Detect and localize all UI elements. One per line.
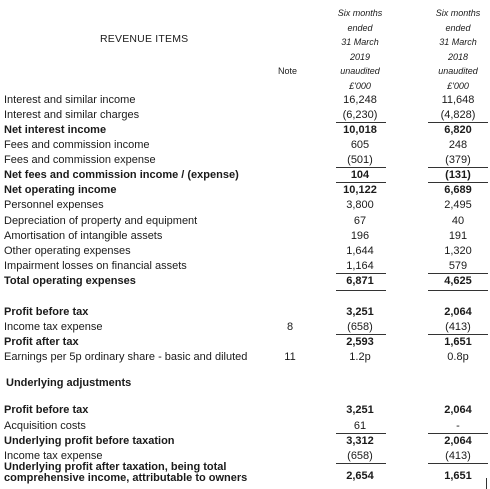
value-2018: 2,495: [444, 199, 472, 211]
row-label: Personnel expenses: [4, 199, 104, 211]
value-2018: 1,651: [444, 470, 472, 482]
value-2019: (6,230): [342, 109, 378, 121]
value-2019: 67: [353, 215, 367, 227]
value-2019: (501): [347, 154, 373, 166]
row-label: Profit before tax: [4, 306, 89, 318]
col1-line: £'000: [349, 80, 371, 91]
col2-line: Six months: [435, 8, 481, 18]
col2-line: ended: [445, 22, 471, 33]
value-2019: 10,018: [343, 124, 377, 136]
col2-line: 2018: [447, 51, 469, 62]
row-label: Acquisition costs: [4, 420, 86, 432]
value-2018: 579: [448, 260, 468, 272]
value-2019: 1.2p: [349, 351, 371, 363]
value-2018: 248: [448, 139, 468, 151]
value-2019: 2,654: [346, 470, 374, 482]
total-rule: [428, 290, 488, 291]
value-2019: 196: [350, 230, 370, 242]
subtotal-rule: [428, 463, 488, 464]
value-2019: 6,871: [346, 275, 374, 287]
row-label: Fees and commission expense: [4, 154, 156, 166]
value-2018: (379): [445, 154, 471, 166]
value-2018: (4,828): [440, 109, 476, 121]
col2-line: 31 March: [439, 37, 477, 48]
value-2019: 3,312: [346, 435, 374, 447]
row-label-line: Underlying profit after taxation, being total: [4, 461, 227, 473]
value-2019: (658): [347, 321, 373, 333]
total-rule: [336, 290, 386, 291]
column-header-2019: [336, 6, 384, 94]
row-label: Profit before tax: [4, 404, 89, 416]
value-2018: 191: [448, 230, 468, 242]
value-2018: 2,064: [444, 435, 472, 447]
value-2018: 11,648: [441, 94, 475, 106]
row-label: Other operating expenses: [4, 245, 131, 257]
note-column-header: Note: [278, 66, 298, 76]
value-2019: 1,164: [346, 260, 374, 272]
row-label: Earnings per 5p ordinary share - basic and diluted: [4, 351, 248, 363]
col1-line: ended: [347, 22, 373, 33]
value-2019: 16,248: [343, 94, 377, 106]
row-label: Fees and commission income: [4, 139, 150, 151]
value-2018: 6,689: [444, 184, 472, 196]
value-2018: 6,820: [444, 124, 472, 136]
row-label: Net operating income: [4, 184, 117, 196]
row-label: Total operating expenses: [4, 275, 136, 287]
row-label: Amortisation of intangible assets: [4, 230, 163, 242]
value-2019: 605: [350, 139, 370, 151]
row-label: Income tax expense: [4, 450, 103, 462]
value-2018: 1,320: [444, 245, 472, 257]
value-2018: -: [456, 420, 460, 432]
section-heading: Underlying adjustments: [6, 377, 132, 389]
row-label-line: comprehensive income, attributable to owners: [4, 472, 248, 484]
col2-line: unaudited: [438, 66, 478, 77]
value-2018: 4,625: [444, 275, 472, 287]
row-label: Interest and similar charges: [4, 109, 140, 121]
statement-title: REVENUE ITEMS: [100, 33, 189, 45]
note-ref: 11: [284, 351, 296, 363]
value-2019: 1,644: [346, 245, 374, 257]
value-2019: 3,251: [346, 306, 374, 318]
value-2019: 3,800: [346, 199, 374, 211]
value-2019: 3,251: [346, 404, 374, 416]
value-2018: 1,651: [444, 336, 472, 348]
col1-line: unaudited: [340, 66, 380, 77]
row-label: Depreciation of property and equipment: [4, 215, 198, 227]
value-2019: 10,122: [343, 184, 377, 196]
row-label: Impairment losses on financial assets: [4, 260, 187, 272]
value-2018: 0.8p: [447, 351, 469, 363]
value-2019: 104: [350, 169, 370, 181]
value-2018: (413): [445, 450, 471, 462]
value-2018: (413): [445, 321, 471, 333]
row-label: Net fees and commission income / (expense): [4, 169, 239, 181]
value-2019: (658): [347, 450, 373, 462]
value-2018: 2,064: [444, 404, 472, 416]
subtotal-rule: [336, 463, 386, 464]
value-2019: 61: [353, 420, 367, 432]
value-2018: 40: [451, 215, 465, 227]
col1-line: Six months: [337, 8, 383, 18]
col1-line: 31 March: [341, 37, 379, 48]
row-label: Underlying profit before taxation: [4, 435, 175, 447]
col2-line: £'000: [447, 80, 469, 91]
row-label: [4, 462, 247, 484]
row-label: Income tax expense: [4, 321, 103, 333]
value-2019: 2,593: [346, 336, 374, 348]
value-2018: (131): [445, 169, 471, 181]
row-label: Profit after tax: [4, 336, 79, 348]
row-label: Net interest income: [4, 124, 107, 136]
column-header-2018: [428, 6, 488, 94]
note-ref: 8: [286, 321, 294, 333]
value-2018: 2,064: [444, 306, 472, 318]
text-cursor: [486, 478, 487, 489]
row-label: Interest and similar income: [4, 94, 136, 106]
col1-line: 2019: [349, 51, 371, 62]
